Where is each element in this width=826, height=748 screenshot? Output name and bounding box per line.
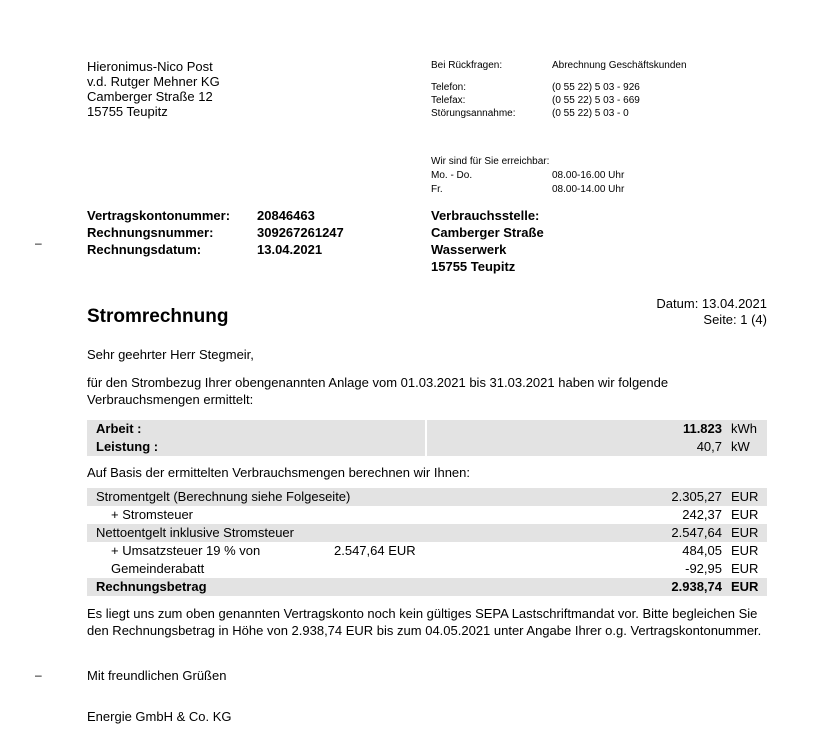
row-label: + Stromsteuer (111, 507, 194, 522)
rechnungsdatum-value: 13.04.2021 (257, 242, 323, 257)
row-label: Leistung : (96, 439, 159, 454)
telefon-value: (0 55 22) 5 03 - 926 (552, 82, 640, 93)
vertragskonto-label: Vertragskontonummer: (87, 208, 231, 223)
row-amount: -92,95 (685, 561, 722, 576)
stoerung-label: Störungsannahme: (431, 108, 516, 119)
consumption-table (87, 420, 767, 456)
date-page-box (656, 296, 767, 328)
address-line: Hieronimus-Nico Post (87, 59, 213, 74)
table-row (87, 438, 767, 456)
row-amount: 484,05 (682, 543, 722, 558)
row-base-amount: 2.547,64 EUR (334, 543, 416, 558)
row-label: Stromentgelt (Berechnung siehe Folgeseite) (96, 489, 351, 504)
date-line: Datum: 13.04.2021 (656, 296, 767, 311)
sepa-text: Es liegt uns zum oben genannten Vertragskonto noch kein gültiges SEPA Lastschriftmandat vor. Bitte begleichen Sie den Rechnungsbetrag in Höhe von 2.938,74 EUR bis zum 04.05.2021 unter Angabe Ihrer o.g. Vertragskontonummer. (87, 606, 762, 638)
row-unit: EUR (731, 507, 759, 522)
row-unit: EUR (731, 543, 759, 558)
hours-time: 08.00-14.00 Uhr (552, 184, 625, 195)
verbrauchsstelle-line: 15755 Teupitz (431, 259, 516, 274)
hours-time: 08.00-16.00 Uhr (552, 170, 625, 181)
telefax-value: (0 55 22) 5 03 - 669 (552, 95, 640, 106)
rechnungsnummer-value: 309267261247 (257, 225, 344, 240)
hours-days: Fr. (431, 184, 443, 195)
vertragskonto-value: 20846463 (257, 208, 315, 223)
row-amount: 2.938,74 (671, 579, 722, 594)
address-line: v.d. Rutger Mehner KG (87, 74, 220, 89)
row-unit: EUR (731, 525, 759, 540)
row-amount: 11.823 (682, 421, 722, 436)
verbrauchsstelle-line: Wasserwerk (431, 242, 507, 257)
recipient-address (87, 59, 220, 119)
verbrauchsstelle-heading: Verbrauchsstelle: (431, 208, 540, 223)
basis-text: Auf Basis der ermittelten Verbrauchsmengen berechnen wir Ihnen: (87, 465, 470, 480)
row-amount: 242,37 (682, 507, 722, 522)
contact-rueckfragen-value: Abrechnung Geschäftskunden (552, 60, 687, 71)
erreichbar-label: Wir sind für Sie erreichbar: (431, 156, 550, 167)
rechnungsdatum-label: Rechnungsdatum: (87, 242, 202, 257)
table-row (87, 506, 767, 524)
stoerung-value: (0 55 22) 5 03 - 0 (552, 108, 629, 119)
row-label: Nettoentgelt inklusive Stromsteuer (96, 525, 294, 540)
row-label: Arbeit : (96, 421, 142, 436)
company-name: Energie GmbH & Co. KG (87, 709, 232, 724)
row-unit: kW (731, 439, 750, 454)
document-title: Stromrechnung (87, 306, 229, 327)
row-unit: EUR (731, 579, 759, 594)
table-row-total (87, 578, 767, 596)
table-row (87, 488, 767, 506)
telefon-label: Telefon: (431, 82, 467, 93)
row-amount: 2.547,64 (671, 525, 722, 540)
fold-mark: – (35, 668, 42, 682)
row-label: Rechnungsbetrag (96, 579, 207, 594)
row-amount: 40,7 (696, 439, 722, 454)
intro-text: für den Strombezug Ihrer obengenannten Anlage vom 01.03.2021 bis 31.03.2021 haben wir folgende Verbrauchsmengen ermittelt: (87, 375, 669, 407)
row-unit: EUR (731, 561, 759, 576)
hours-days: Mo. - Do. (431, 170, 473, 181)
address-line: Camberger Straße 12 (87, 89, 213, 104)
verbrauchsstelle-line: Camberger Straße (431, 225, 544, 240)
charges-table (87, 488, 767, 596)
closing: Mit freundlichen Grüßen (87, 668, 227, 683)
table-row (87, 560, 767, 578)
row-label: + Umsatzsteuer 19 % von (111, 543, 261, 558)
column-divider (425, 420, 427, 438)
fold-mark: – (35, 236, 42, 250)
row-unit: kWh (731, 421, 757, 436)
address-line: 15755 Teupitz (87, 104, 168, 119)
rechnungsnummer-label: Rechnungsnummer: (87, 225, 214, 240)
page-line: Seite: 1 (4) (703, 312, 767, 327)
row-label: Gemeinderabatt (111, 561, 205, 576)
table-row (87, 524, 767, 542)
row-amount: 2.305,27 (671, 489, 722, 504)
table-row (87, 542, 767, 560)
table-row (87, 420, 767, 438)
row-unit: EUR (731, 489, 759, 504)
column-divider (425, 438, 427, 456)
contact-rueckfragen-label: Bei Rückfragen: (431, 60, 503, 71)
greeting: Sehr geehrter Herr Stegmeir, (87, 347, 254, 362)
telefax-label: Telefax: (431, 95, 466, 106)
